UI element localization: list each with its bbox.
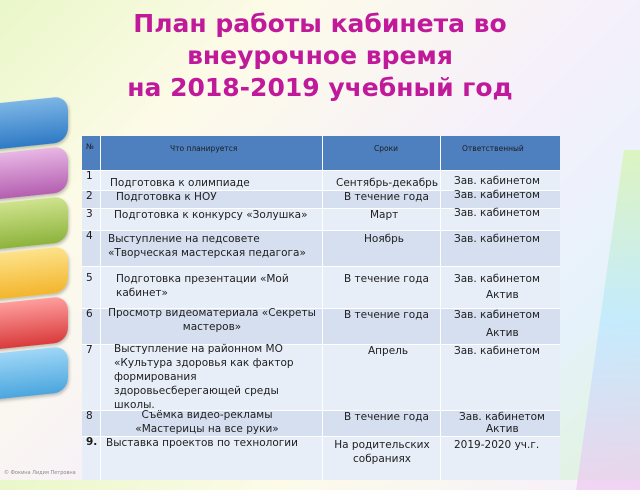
row-7-what: Выступление на районном МО «Культура здоровья как фактор формирования здоровьесберегающей среды школы. [114, 343, 294, 411]
row-8-num: 8 [86, 410, 93, 422]
row-6-who: Зав. кабинетом [454, 309, 540, 321]
header-when: Сроки [374, 144, 398, 153]
title-line-1: План работы кабинета во [133, 9, 507, 38]
title-line-2: внеурочное время [187, 41, 453, 70]
row-3-who: Зав. кабинетом [454, 207, 540, 219]
row-1-num: 1 [86, 170, 93, 182]
decorative-stripe-yellow [0, 246, 68, 300]
row-divider [82, 266, 560, 267]
row-9-num: 9. [86, 436, 98, 448]
decorative-stripe-blue [0, 96, 68, 150]
row-6-num: 6 [86, 308, 93, 320]
plan-table [82, 136, 560, 480]
row-7-when: Апрель [368, 345, 409, 357]
row-1-what: Подготовка к олимпиаде [110, 177, 250, 189]
row-1-who: Зав. кабинетом [454, 175, 540, 187]
row-2-when: В течение года [344, 191, 429, 203]
row-divider [82, 170, 560, 171]
row-3-num: 3 [86, 208, 93, 220]
decorative-stripe-red [0, 296, 68, 350]
decorative-right-band [576, 150, 640, 490]
row-3-what: Подготовка к конкурсу «Золушка» [114, 209, 308, 221]
row-5-who-2: Актив [486, 289, 519, 301]
row-9-what: Выставка проектов по технологии [106, 437, 298, 449]
row-7-num: 7 [86, 344, 93, 356]
row-divider [82, 230, 560, 231]
row-4-what: Выступление на педсовете «Творческая мастерская педагога» [108, 233, 306, 259]
header-num: № [86, 142, 94, 151]
row-5-who: Зав. кабинетом [454, 273, 540, 285]
row-5-what: Подготовка презентации «Мой кабинет» [116, 273, 289, 299]
row-8-when: В течение года [344, 411, 429, 423]
header-what: Что планируется [170, 144, 238, 153]
row-6-what: Просмотр видеоматериала «Секреты мастеров» [108, 307, 316, 333]
row-4-when: Ноябрь [364, 233, 404, 245]
row-9-who: 2019-2020 уч.г. [454, 439, 540, 451]
row-1-when: Сентябрь-декабрь [336, 177, 439, 189]
row-7-who: Зав. кабинетом [454, 345, 540, 357]
row-2-what: Подготовка к НОУ [116, 191, 217, 203]
row-3-when: Март [370, 209, 399, 221]
title-line-3: на 2018-2019 учебный год [127, 73, 513, 102]
decorative-stripe-green [0, 196, 68, 250]
row-8-what: Съёмка видео-рекламы «Мастерицы на все руки» [135, 409, 279, 435]
row-8-who-2: Актив [486, 423, 519, 435]
header-who: Ответственный [462, 144, 524, 153]
decorative-stripe-lightblue [0, 346, 68, 400]
page-title [40, 8, 600, 104]
row-9-when: На родительских собраниях [334, 439, 430, 465]
row-6-when: В течение года [344, 309, 429, 321]
row-5-when: В течение года [344, 273, 429, 285]
decorative-stripe-pink [0, 146, 68, 200]
row-4-num: 4 [86, 230, 93, 242]
row-5-num: 5 [86, 272, 93, 284]
row-4-who: Зав. кабинетом [454, 233, 540, 245]
watermark: © Фокина Лидия Петровна [4, 470, 76, 476]
row-2-who: Зав. кабинетом [454, 189, 540, 201]
row-8-who: Зав. кабинетом [459, 411, 545, 423]
row-2-num: 2 [86, 190, 93, 202]
row-6-who-2: Актив [486, 327, 519, 339]
